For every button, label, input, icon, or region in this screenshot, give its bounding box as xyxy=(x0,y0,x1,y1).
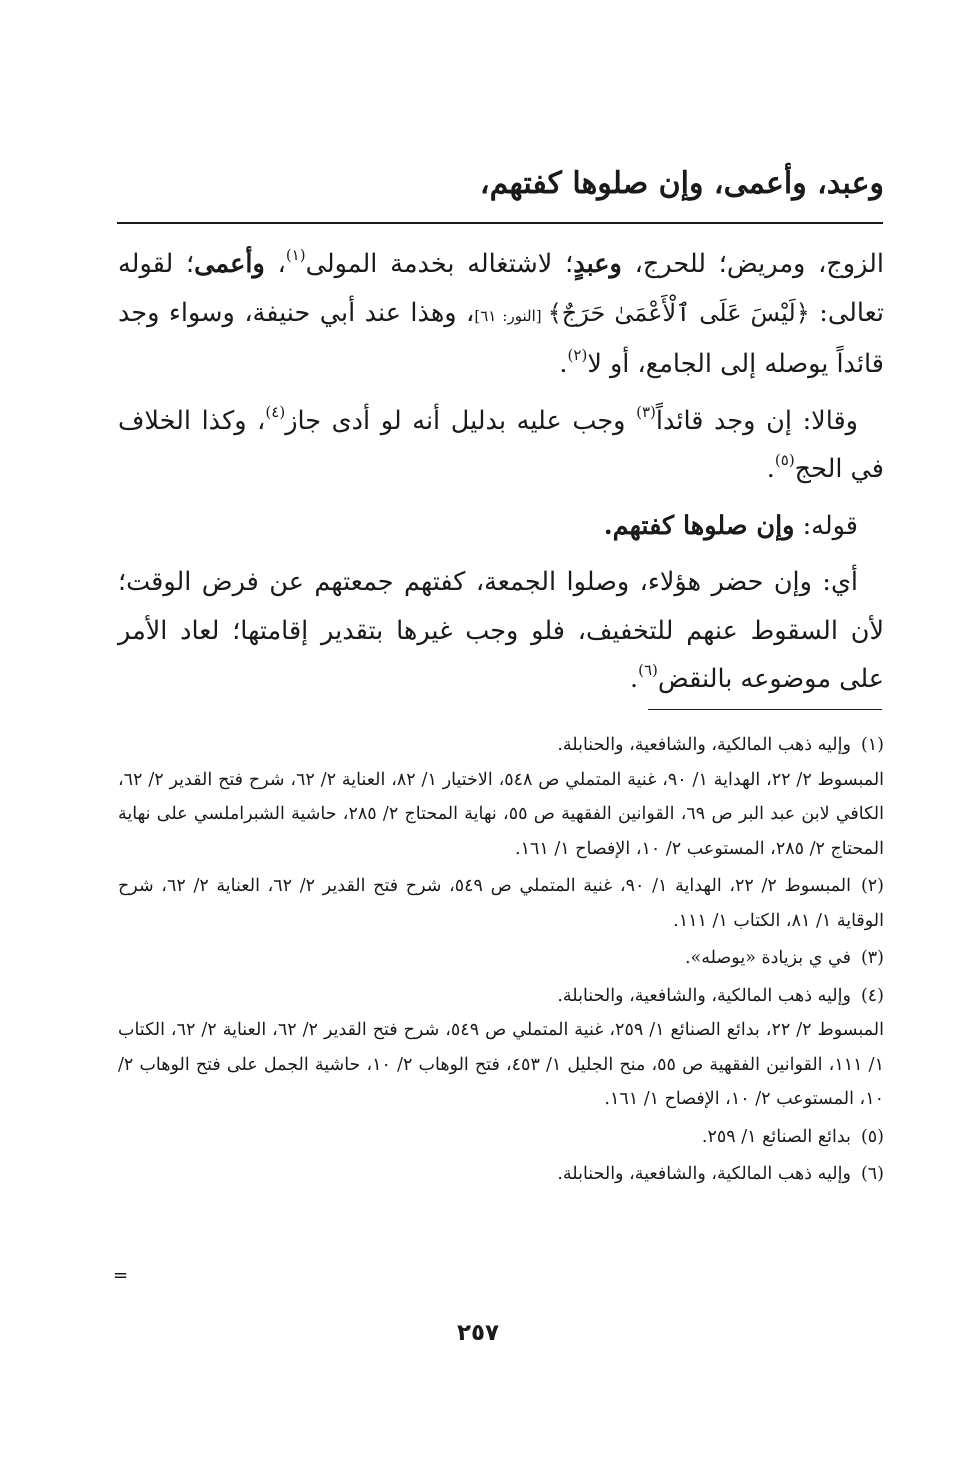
verse-reference: [النور: ٦١] xyxy=(474,306,548,325)
footnotes-divider xyxy=(648,709,882,710)
paragraph-1 xyxy=(118,240,884,389)
text-run: . xyxy=(559,349,568,379)
text-run: ؛ لقوله تعالى: xyxy=(118,249,885,328)
footnote-5 xyxy=(118,1120,884,1155)
footnote-text: في ي بزيادة «يوصله». xyxy=(684,948,851,968)
page-number: ٢٥٧ xyxy=(456,1320,500,1346)
footnote-ref[interactable]: (٢) xyxy=(567,346,588,364)
footnote-ref[interactable]: (٦) xyxy=(638,661,658,679)
text-run: قوله: xyxy=(794,510,858,541)
footnote-2 xyxy=(118,869,884,938)
text-run: . xyxy=(629,664,639,694)
footnote-ref[interactable]: (٣) xyxy=(636,402,656,421)
footnote-number: (٦) xyxy=(860,1164,884,1184)
footnote-text: المبسوط ٢/ ٢٢، الهداية ١/ ٩٠، غنية المتملي ص ٥٤٩، شرح فتح القدير ٢/ ٦٢، العناية ٢/ ٦٢، شرح الوقاية ١/ ٨١، الكتاب ١/ ١١١. xyxy=(118,876,884,931)
text-run: وقالا: إن وجد قائداً xyxy=(655,405,858,436)
footnote-number: (٥) xyxy=(860,1126,884,1147)
footnote-number: (٣) xyxy=(860,948,884,968)
bold-term: وعبدٍ xyxy=(573,249,622,279)
footnote-number: (٢) xyxy=(860,876,884,896)
text-run: . xyxy=(766,454,775,484)
commentary-body xyxy=(118,240,884,712)
text-run: . xyxy=(603,510,613,541)
footnote-text: بدائع الصنائع ١/ ٢٥٩. xyxy=(701,1126,851,1147)
footnote-3 xyxy=(118,941,884,976)
paragraph-3 xyxy=(118,502,884,551)
footnote-4 xyxy=(118,979,884,1117)
footnote-6 xyxy=(118,1157,884,1192)
footnote-text: وإليه ذهب المالكية، والشافعية، والحنابلة. xyxy=(557,1164,851,1184)
text-run: الزوج، ومريض؛ للحرج، xyxy=(621,249,885,279)
text-run: ، xyxy=(264,249,286,279)
paragraph-4 xyxy=(118,558,884,704)
footnote-number: (١) xyxy=(860,735,884,755)
text-run: وجب عليه بدليل أنه لو أدى جاز xyxy=(285,405,637,436)
continuation-mark: = xyxy=(113,1265,129,1286)
footnote-sources: المبسوط ٢/ ٢٢، بدائع الصنائع ١/ ٢٥٩، غنية المتملي ص ٥٤٩، شرح فتح القدير ٢/ ٦٢، العناية ٢/ ٦٢، الكتاب ١/ ١١١، القوانين الفقهية ص ٥٥، منح الجليل ١/ ٤٥٣، فتح الوهاب ٢/ ١٠، حاشية الجمل على فتح الوهاب ٢/ ١٠، المستوعب ٢/ ١٠، الإفصاح ١/ ١٦١. xyxy=(118,1020,884,1109)
footnotes xyxy=(118,728,884,1195)
text-run: ، وكذا الخلاف في الحج xyxy=(118,405,884,484)
quran-verse: ﴿لَيْسَ عَلَى ٱلْأَعْمَىٰ حَرَجٌ﴾ xyxy=(547,298,810,327)
bold-term: وأعمى xyxy=(194,249,265,279)
footnote-ref[interactable]: (٥) xyxy=(774,451,795,469)
footnote-text: وإليه ذهب المالكية، والشافعية، والحنابلة. xyxy=(557,735,851,755)
text-run: أي: وإن حضر هؤلاء، وصلوا الجمعة، كفتهم جمعتهم عن فرض الوقت؛ لأن السقوط عنهم للتخفيف، فلو وجب غيرها بتقدير إقامتها؛ لعاد الأمر على موضوعه بالنقض xyxy=(118,567,884,694)
text-run: ، وهذا عند أبي حنيفة، وسواء وجد قائداً يوصله إلى الجامع، أو لا xyxy=(118,297,884,379)
footnote-ref[interactable]: (٤) xyxy=(265,402,286,421)
heading-divider xyxy=(117,222,883,224)
bold-term: وإن صلوها كفتهم xyxy=(612,510,795,541)
matn-heading: وعبد، وأعمى، وإن صلوها كفتهم، xyxy=(479,166,884,201)
footnote-number: (٤) xyxy=(860,985,884,1006)
footnote-ref[interactable]: (١) xyxy=(285,246,306,264)
footnote-1 xyxy=(118,728,884,866)
footnote-sources: المبسوط ٢/ ٢٢، الهداية ١/ ٩٠، غنية المتملي ص ٥٤٨، الاختيار ١/ ٨٢، العناية ٢/ ٦٢، شرح فتح القدير ٢/ ٦٢، الكافي لابن عبد البر ص ٦٩، القوانين الفقهية ص ٥٥، نهاية المحتاج ٢/ ٢٨٥، حاشية الشبراملسي على نهاية المحتاج ٢/ ٢٨٥، المستوعب ٢/ ١٠، الإفصاح ١/ ١٦١. xyxy=(118,769,885,859)
paragraph-2 xyxy=(118,397,884,494)
text-run: ؛ لاشتغاله بخدمة المولى xyxy=(305,249,574,279)
footnote-text: وإليه ذهب المالكية، والشافعية، والحنابلة. xyxy=(557,985,851,1006)
